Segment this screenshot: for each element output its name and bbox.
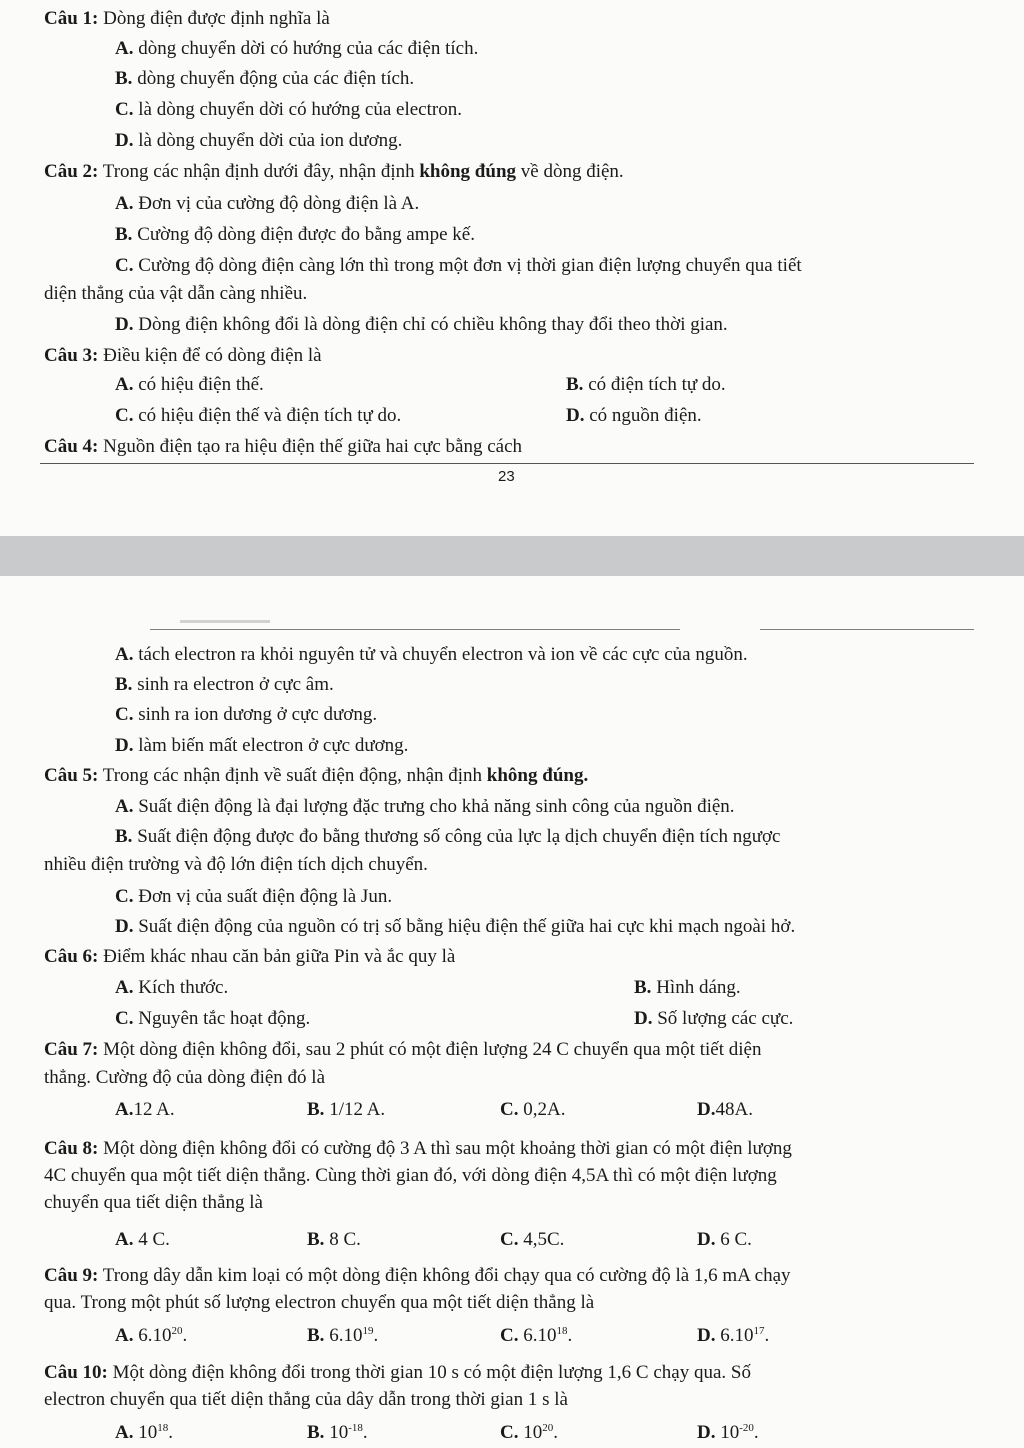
question-label: Câu 10:	[44, 1362, 108, 1383]
q10-option-d	[697, 1421, 759, 1445]
option-base: 10	[329, 1422, 349, 1443]
page-gap	[0, 536, 1024, 576]
q2-option-b	[115, 223, 475, 247]
option-text: 48A.	[715, 1099, 753, 1120]
q8-option-a	[115, 1228, 170, 1252]
page-number: 23	[498, 468, 515, 485]
question-3-stem	[44, 344, 322, 368]
option-letter: D.	[697, 1229, 716, 1250]
option-letter: C.	[115, 1008, 134, 1029]
question-label: Câu 5:	[44, 765, 99, 786]
option-text: Suất điện động được đo bằng thương số công của lực lạ dịch chuyển điện tích ngược	[137, 826, 781, 847]
question-10-stem	[44, 1361, 751, 1385]
footer-rule	[40, 463, 974, 464]
question-label: Câu 2:	[44, 161, 99, 182]
question-label: Câu 6:	[44, 946, 99, 967]
option-end: .	[764, 1325, 770, 1346]
option-letter: D.	[115, 735, 134, 756]
question-text: Một dòng điện không đổi trong thời gian 10 s có một điện lượng 1,6 C chạy qua. Số	[112, 1362, 751, 1383]
option-text: 12 A.	[133, 1099, 175, 1120]
option-exponent: 18	[556, 1325, 568, 1337]
option-text: Kích thước.	[138, 977, 229, 998]
q7-option-b	[307, 1098, 385, 1122]
question-label: Câu 7:	[44, 1039, 99, 1060]
q1-option-d	[115, 129, 402, 153]
q2-option-c-continued: diện thẳng của vật dẫn càng nhiều.	[44, 283, 308, 304]
question-text: Trong các nhận định dưới đây, nhận định	[102, 161, 415, 182]
q5-option-d	[115, 915, 795, 939]
option-letter: C.	[115, 99, 134, 120]
option-letter: B.	[307, 1325, 325, 1346]
option-text: có hiệu điện thế và điện tích tự do.	[138, 405, 402, 426]
question-8-stem-continued: 4C chuyển qua một tiết diện thẳng. Cùng thời gian đó, với dòng điện 4,5A thì có một điện lượng	[44, 1165, 777, 1186]
question-4-stem	[44, 435, 522, 459]
q6-option-d	[634, 1007, 793, 1031]
option-base: 10	[138, 1422, 158, 1443]
option-text: có hiệu điện thế.	[138, 374, 264, 395]
question-label: Câu 4:	[44, 436, 99, 457]
option-exponent: 18	[157, 1422, 169, 1434]
option-text: làm biến mất electron ở cực dương.	[138, 735, 409, 756]
q10-option-c	[500, 1421, 558, 1445]
option-end: .	[362, 1422, 368, 1443]
option-text: tách electron ra khỏi nguyên tử và chuyển electron và ion về các cực của nguồn.	[138, 644, 748, 665]
option-base: 6.10	[720, 1325, 754, 1346]
question-8-stem-continued-2: chuyển qua tiết diện thẳng là	[44, 1192, 263, 1213]
option-end: .	[553, 1422, 558, 1443]
question-label: Câu 1:	[44, 8, 99, 29]
q9-option-d	[697, 1324, 769, 1348]
option-text: dòng chuyển dời có hướng của các điện tích.	[138, 38, 479, 59]
option-letter: A.	[115, 1229, 134, 1250]
option-letter: A.	[115, 374, 134, 395]
option-text: Suất điện động là đại lượng đặc trưng cho khả năng sinh công của nguồn điện.	[138, 796, 735, 817]
option-text: dòng chuyển động của các điện tích.	[137, 68, 415, 89]
question-text: Một dòng điện không đổi, sau 2 phút có một điện lượng 24 C chuyển qua một tiết diện	[103, 1039, 762, 1060]
q5-option-c	[115, 885, 392, 909]
question-label: Câu 8:	[44, 1138, 99, 1159]
option-text: Dòng điện không đổi là dòng điện chỉ có chiều không thay đổi theo thời gian.	[138, 314, 728, 335]
q9-option-b	[307, 1324, 378, 1348]
question-7-stem-continued: thẳng. Cường độ của dòng điện đó là	[44, 1067, 326, 1088]
option-text: 0,2A.	[523, 1099, 566, 1120]
option-text: Cường độ dòng điện càng lớn thì trong một đơn vị thời gian điện lượng chuyển qua tiết	[138, 255, 802, 276]
option-text: Hình dáng.	[656, 977, 741, 998]
option-text: sinh ra electron ở cực âm.	[137, 674, 334, 695]
option-letter: C.	[115, 704, 134, 725]
question-1-stem	[44, 7, 330, 31]
option-exponent: 20	[542, 1422, 554, 1434]
q4-option-c	[115, 703, 377, 727]
option-letter: D.	[634, 1008, 653, 1029]
option-text: 1/12 A.	[329, 1099, 386, 1120]
option-letter: D.	[115, 916, 134, 937]
option-letter: C.	[500, 1099, 519, 1120]
q3-option-c	[115, 404, 401, 428]
option-letter: C.	[500, 1325, 519, 1346]
option-text: là dòng chuyển dời có hướng của electron.	[138, 99, 462, 120]
option-letter: D.	[566, 405, 585, 426]
option-text: Suất điện động của nguồn có trị số bằng hiệu điện thế giữa hai cực khi mạch ngoài hở.	[138, 916, 796, 937]
option-letter: C.	[115, 255, 134, 276]
option-base: 10	[720, 1422, 740, 1443]
q4-option-d	[115, 734, 408, 758]
q3-option-a	[115, 373, 264, 397]
q7-option-c	[500, 1098, 565, 1122]
option-text: có nguồn điện.	[589, 405, 702, 426]
option-base: 6.10	[329, 1325, 363, 1346]
q6-option-b	[634, 976, 741, 1000]
header-rule	[760, 629, 974, 630]
option-text: sinh ra ion dương ở cực dương.	[138, 704, 378, 725]
option-letter: C.	[115, 405, 134, 426]
option-letter: B.	[307, 1422, 325, 1443]
option-letter: D.	[115, 314, 134, 335]
question-label: Câu 3:	[44, 345, 99, 366]
q5-option-b-continued: nhiều điện trường và độ lớn điện tích dịch chuyển.	[44, 854, 428, 875]
q6-option-a	[115, 976, 228, 1000]
question-text: về dòng điện.	[520, 161, 624, 182]
q8-option-d	[697, 1228, 752, 1252]
q2-option-d	[115, 313, 728, 337]
q5-option-b	[115, 825, 781, 849]
q8-option-b	[307, 1228, 361, 1252]
option-text: 8 C.	[329, 1229, 361, 1250]
option-exponent: 20	[171, 1325, 183, 1337]
option-text: 4 C.	[138, 1229, 170, 1250]
option-text: 6 C.	[720, 1229, 752, 1250]
option-text: có điện tích tự do.	[588, 374, 726, 395]
option-text: 4,5C.	[523, 1229, 565, 1250]
option-text: Đơn vị của cường độ dòng điện là A.	[138, 193, 420, 214]
option-base: 6.10	[138, 1325, 172, 1346]
option-letter: A.	[115, 644, 134, 665]
option-letter: A.	[115, 796, 134, 817]
option-text: Số lượng các cực.	[657, 1008, 794, 1029]
question-8-stem	[44, 1137, 792, 1161]
question-text: Một dòng điện không đổi có cường độ 3 A thì sau một khoảng thời gian có một điện lượng	[103, 1138, 792, 1159]
option-end: .	[182, 1325, 188, 1346]
option-base: 10	[523, 1422, 543, 1443]
q2-option-a	[115, 192, 419, 216]
question-label: Câu 9:	[44, 1265, 99, 1286]
option-exponent: -18	[348, 1422, 363, 1434]
option-letter: B.	[307, 1099, 325, 1120]
option-text: Cường độ dòng điện được đo bằng ampe kế.	[137, 224, 475, 245]
question-text: Điểm khác nhau căn bản giữa Pin và ắc quy là	[103, 946, 456, 967]
question-7-stem	[44, 1038, 761, 1062]
q9-option-c	[500, 1324, 572, 1348]
question-5-stem	[44, 764, 588, 788]
option-letter: B.	[115, 826, 133, 847]
q5-option-a	[115, 795, 735, 819]
option-text: Đơn vị của suất điện động là Jun.	[138, 886, 393, 907]
option-end: .	[373, 1325, 379, 1346]
option-letter: B.	[115, 224, 133, 245]
q6-option-c	[115, 1007, 310, 1031]
option-exponent: 17	[753, 1325, 765, 1337]
question-10-stem-continued: electron chuyển qua tiết diện thẳng của dây dẫn trong thời gian 1 s là	[44, 1389, 568, 1410]
question-9-stem	[44, 1264, 791, 1288]
option-end: .	[753, 1422, 759, 1443]
option-letter: D.	[697, 1099, 716, 1120]
q7-option-d	[697, 1098, 753, 1122]
option-letter: A.	[115, 977, 134, 998]
question-9-stem-continued: qua. Trong một phút số lượng electron chuyển qua một tiết diện thẳng là	[44, 1292, 595, 1313]
q8-option-c	[500, 1228, 564, 1252]
option-exponent: -20	[739, 1422, 754, 1434]
option-letter: A.	[115, 193, 134, 214]
question-text: Nguồn điện tạo ra hiệu điện thế giữa hai cực bằng cách	[103, 436, 523, 457]
option-letter: A.	[115, 38, 134, 59]
question-6-stem	[44, 945, 455, 969]
question-emphasis: không đúng.	[486, 765, 589, 786]
option-letter: C.	[500, 1422, 519, 1443]
option-end: .	[168, 1422, 173, 1443]
option-letter: B.	[634, 977, 652, 998]
q1-option-c	[115, 98, 462, 122]
option-letter: D.	[697, 1325, 716, 1346]
q2-option-c	[115, 254, 802, 278]
header-rule	[150, 629, 680, 630]
option-letter: B.	[115, 68, 133, 89]
q1-option-b	[115, 67, 414, 91]
q10-option-b	[307, 1421, 368, 1445]
option-end: .	[567, 1325, 573, 1346]
q7-option-a	[115, 1098, 175, 1122]
option-letter: B.	[115, 674, 133, 695]
option-text: là dòng chuyển dời của ion dương.	[138, 130, 403, 151]
q3-option-b	[566, 373, 726, 397]
question-text: Điều kiện để có dòng điện là	[103, 345, 322, 366]
option-base: 6.10	[523, 1325, 557, 1346]
option-letter: D.	[115, 130, 134, 151]
q4-option-a	[115, 643, 748, 667]
option-letter: A.	[115, 1422, 134, 1443]
option-letter: A.	[115, 1325, 134, 1346]
option-letter: C.	[115, 886, 134, 907]
option-letter: A.	[115, 1099, 134, 1120]
smudge-mark	[180, 620, 270, 623]
question-emphasis: không đúng	[419, 161, 517, 182]
option-letter: B.	[566, 374, 584, 395]
question-2-stem	[44, 160, 624, 184]
option-exponent: 19	[362, 1325, 374, 1337]
question-text: Trong dây dẫn kim loại có một dòng điện không đổi chạy qua có cường độ là 1,6 mA chạy	[102, 1265, 791, 1286]
question-text: Trong các nhận định về suất điện động, nhận định	[102, 765, 483, 786]
option-text: Nguyên tắc hoạt động.	[138, 1008, 311, 1029]
q10-option-a	[115, 1421, 173, 1445]
option-letter: D.	[697, 1422, 716, 1443]
question-text: Dòng điện được định nghĩa là	[103, 8, 330, 29]
q9-option-a	[115, 1324, 187, 1348]
q4-option-b	[115, 673, 334, 697]
q1-option-a	[115, 37, 478, 61]
option-letter: C.	[500, 1229, 519, 1250]
page-top	[0, 0, 1024, 536]
option-letter: B.	[307, 1229, 325, 1250]
q3-option-d	[566, 404, 702, 428]
